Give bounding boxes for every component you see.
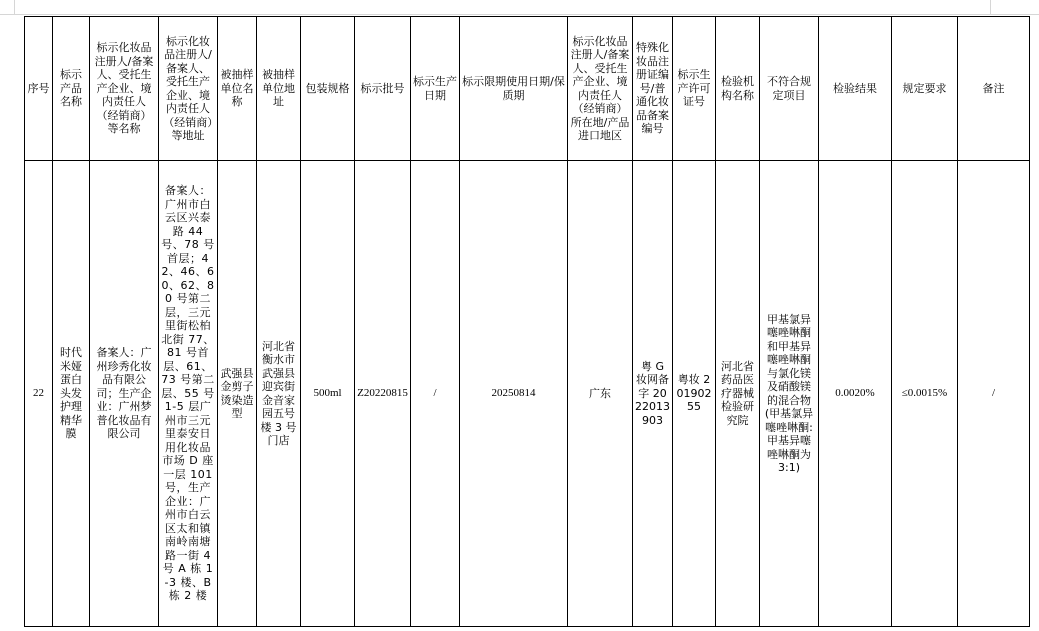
cell-sampled-unit: 武强县金剪子烫染造型 [218, 161, 257, 627]
header-product-name: 标示产品名称 [53, 17, 90, 161]
header-requirement: 规定要求 [892, 17, 958, 161]
page-edge-top [0, 14, 1039, 15]
cell-special-cert: 粤 G 妆网备字 2022013903 [633, 161, 673, 627]
header-sampled-unit: 被抽样单位名称 [218, 17, 257, 161]
header-origin: 标示化妆品注册人/备案人、受托生产企业、境内责任人（经销商）所在地/产品进口地区 [568, 17, 633, 161]
cell-batch-no: Z20220815 [355, 161, 411, 627]
table-row [25, 161, 1030, 627]
header-license-no: 标示生产许可证号 [673, 17, 716, 161]
header-test-org: 检验机构名称 [716, 17, 760, 161]
header-seq: 序号 [25, 17, 53, 161]
header-special-cert: 特殊化妆品注册证编号/普通化妆品备案编号 [633, 17, 673, 161]
header-nonconform-item: 不符合规定项目 [760, 17, 819, 161]
cell-nonconform-item: 甲基氯异噻唑啉酮和甲基异噻唑啉酮与氯化镁及硝酸镁的混合物(甲基氯异噻唑啉酮:甲基异噻唑啉酮为 3:1) [760, 161, 819, 627]
cell-expiry: 20250814 [460, 161, 568, 627]
cell-result: 0.0020% [819, 161, 892, 627]
header-expiry: 标示限期使用日期/保质期 [460, 17, 568, 161]
cell-production-date: / [411, 161, 460, 627]
header-production-date: 标示生产日期 [411, 17, 460, 161]
cell-package-spec: 500ml [301, 161, 355, 627]
cell-test-org: 河北省药品医疗器械检验研究院 [716, 161, 760, 627]
cell-sampled-address: 河北省衡水市武强县迎宾街金音家园五号楼 3 号门店 [257, 161, 301, 627]
header-sampled-address: 被抽样单位地址 [257, 17, 301, 161]
header-row [25, 17, 1030, 161]
header-package-spec: 包装规格 [301, 17, 355, 161]
inspection-results-table [24, 16, 1030, 627]
cell-product-name: 时代米娅蛋白头发护理精华膜 [53, 161, 90, 627]
page-edge-left [14, 0, 15, 14]
cell-origin: 广东 [568, 161, 633, 627]
page-edge-right [990, 0, 991, 14]
header-registrant-address: 标示化妆品注册人/备案人、受托生产企业、境内责任人（经销商）等地址 [159, 17, 218, 161]
cell-registrant-address: 备案人：广州市白云区兴泰路 44 号、78 号首层；42、46、60、62、80 号第二层，三元里街松柏北街 77、81 号首层、61、73 号第二层、55 号 1-5 层广州市三元里泰安日用化妆品市场 D 座一层 101 号，生产企业：广州市白云区太和镇南岭南塘路一街 4 号 A 栋 1-3 楼、B 栋 2 楼 [159, 161, 218, 627]
cell-registrant-name: 备案人：广州珍秀化妆品有限公司；生产企业：广州梦普化妆品有限公司 [90, 161, 159, 627]
header-result: 检验结果 [819, 17, 892, 161]
cell-license-no: 粤妆 20190255 [673, 161, 716, 627]
header-batch-no: 标示批号 [355, 17, 411, 161]
cell-requirement: ≤0.0015% [892, 161, 958, 627]
header-registrant-name: 标示化妆品注册人/备案人、受托生产企业、境内责任人（经销商）等名称 [90, 17, 159, 161]
header-remark: 备注 [958, 17, 1030, 161]
cell-seq: 22 [25, 161, 53, 627]
cell-remark: / [958, 161, 1030, 627]
